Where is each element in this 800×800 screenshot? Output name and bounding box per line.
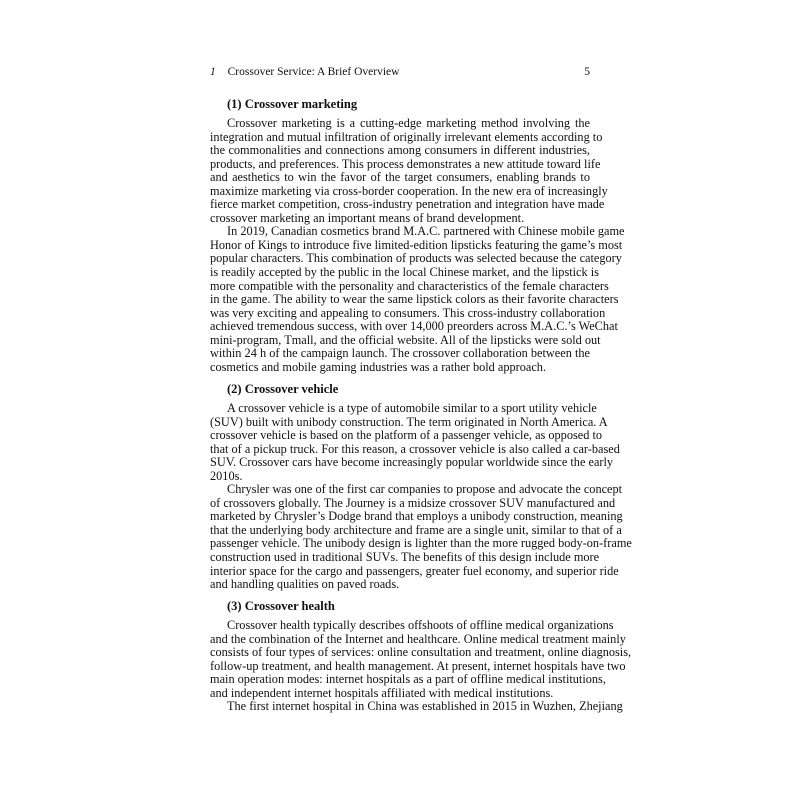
paragraph-line: fierce market competition, cross-industry penetration and integration have made bbox=[210, 197, 605, 212]
paragraph-line: of crossovers globally. The Journey is a midsize crossover SUV manufactured and bbox=[210, 495, 616, 510]
paragraph-line: is readily accepted by the public in the local Chinese market, and the lipstick is bbox=[210, 265, 599, 280]
paragraph-line: SUV. Crossover cars have become increasingly popular worldwide since the early bbox=[210, 455, 614, 470]
paragraph-line: (SUV) built with unibody construction. The term originated in North America. A bbox=[210, 414, 608, 429]
paragraph-line: A crossover vehicle is a type of automobile similar to a sport utility vehicle bbox=[227, 401, 597, 415]
paragraph-line: Crossover marketing is a cutting-edge marketing method involving the bbox=[227, 116, 590, 130]
paragraph-line: 2010s. bbox=[210, 468, 243, 483]
paragraph-line: marketed by Chrysler’s Dodge brand that employs a unibody construction, meaning bbox=[210, 509, 623, 524]
paragraph-line: popular characters. This combination of products was selected because the category bbox=[210, 251, 622, 266]
chapter-title: Crossover Service: A Brief Overview bbox=[227, 66, 400, 78]
paragraph-line: achieved tremendous success, with over 14,000 preorders across M.A.C.’s WeChat bbox=[210, 319, 618, 334]
paragraph-line: Honor of Kings to introduce five limited-edition lipsticks featuring the game’s most bbox=[210, 237, 623, 252]
paragraph-line: and handling qualities on paved roads. bbox=[210, 577, 400, 592]
paragraph-line: maximize marketing via cross-border cooperation. In the new era of increasingly bbox=[210, 183, 608, 198]
section-body bbox=[210, 401, 632, 592]
paragraph-line: more compatible with the personality and characteristics of the female characters bbox=[210, 278, 609, 293]
paragraph-line: consists of four types of services: online consultation and treatment, online diagnosis, bbox=[210, 645, 632, 660]
paragraph-line: The first internet hospital in China was established in 2015 in Wuzhen, Zhejiang bbox=[227, 699, 623, 714]
section-heading-marketing: (1) Crossover marketing bbox=[227, 97, 358, 111]
page-number: 5 bbox=[584, 66, 590, 78]
paragraph-line: crossover marketing an important means of brand development. bbox=[210, 210, 525, 225]
paragraph-line: cosmetics and mobile gaming industries was a rather bold approach. bbox=[210, 359, 547, 374]
paragraph-line: the commonalities and connections among consumers in different industries, bbox=[210, 143, 590, 158]
paragraph-line: interior space for the cargo and passengers, greater fuel economy, and superior ride bbox=[210, 563, 619, 578]
paragraph-line: construction used in traditional SUVs. The benefits of this design include more bbox=[210, 550, 600, 565]
paragraph-line: in the game. The ability to wear the same lipstick colors as their favorite characters bbox=[210, 292, 619, 307]
section-heading-health: (3) Crossover health bbox=[227, 599, 335, 613]
paragraph-line: and the combination of the Internet and healthcare. Online medical treatment mainly bbox=[210, 631, 626, 646]
paragraph-line: was very exciting and appealing to consumers. This cross-industry collaboration bbox=[210, 305, 606, 320]
paragraph-line: and independent internet hospitals affiliated with medical institutions. bbox=[210, 685, 554, 700]
paragraph-line: products, and preferences. This process demonstrates a new attitude toward life bbox=[210, 156, 601, 171]
paragraph-line: that the underlying body architecture and frame are a single unit, similar to that of a bbox=[210, 522, 622, 537]
section-body bbox=[210, 618, 632, 714]
paragraph-line: mini-program, Tmall, and the official website. All of the lipsticks were sold out bbox=[210, 332, 601, 347]
section-body bbox=[210, 116, 625, 374]
paragraph-line: main operation modes: internet hospitals as a part of offline medical institutions, bbox=[210, 672, 606, 687]
paragraph-line: In 2019, Canadian cosmetics brand M.A.C. partnered with Chinese mobile game bbox=[227, 224, 625, 239]
paragraph-line: within 24 h of the campaign launch. The crossover collaboration between the bbox=[210, 346, 590, 361]
section-heading-vehicle: (2) Crossover vehicle bbox=[227, 382, 339, 396]
paragraph-line: crossover vehicle is based on the platform of a passenger vehicle, as opposed to bbox=[210, 428, 603, 443]
paragraph-line: integration and mutual infiltration of originally irrelevant elements according to bbox=[210, 129, 603, 144]
paragraph-line: passenger vehicle. The unibody design is lighter than the more rugged body-on-frame bbox=[210, 536, 632, 551]
paragraph-line: and aesthetics to win the favor of the target consumers, enabling brands to bbox=[210, 170, 590, 185]
chapter-number: 1 bbox=[210, 66, 216, 78]
paragraph-line: Crossover health typically describes offshoots of offline medical organizations bbox=[227, 618, 614, 632]
running-header bbox=[210, 65, 590, 79]
paragraph-line: follow-up treatment, and health management. At present, internet hospitals have two bbox=[210, 658, 626, 673]
paragraph-line: Chrysler was one of the first car companies to propose and advocate the concept bbox=[227, 482, 623, 497]
paragraph-line: that of a pickup truck. For this reason, a crossover vehicle is also called a car-based bbox=[210, 441, 620, 456]
